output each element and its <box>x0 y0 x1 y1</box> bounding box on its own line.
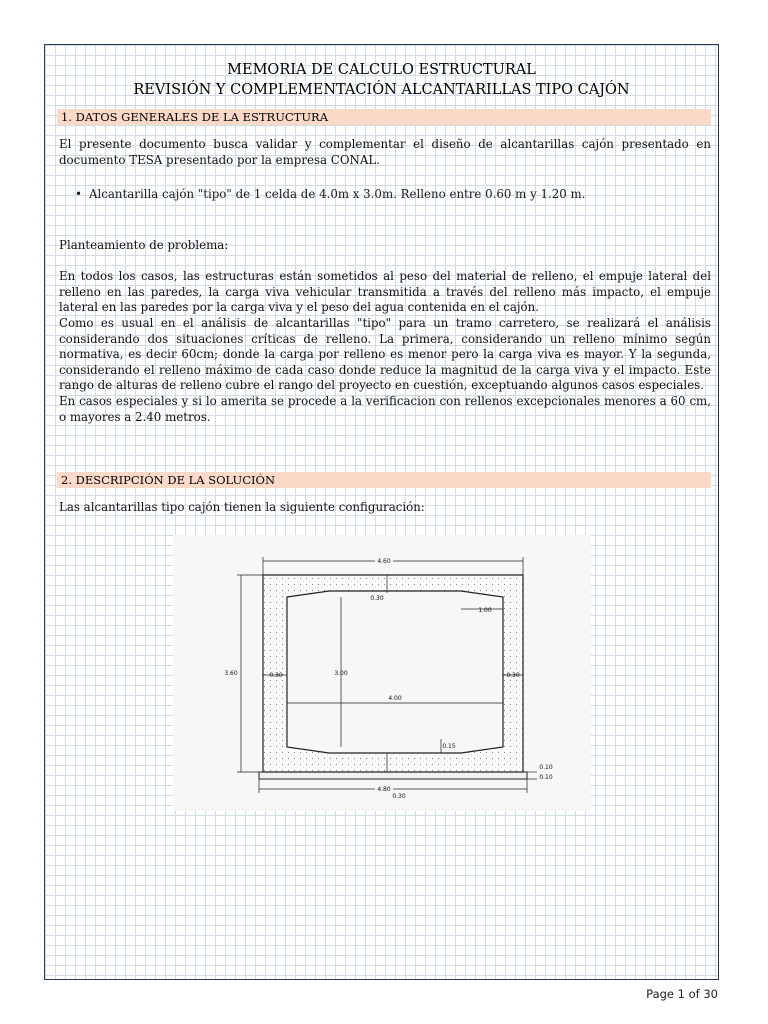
section2-intro: Las alcantarillas tipo cajón tienen la siguiente configuración: <box>59 500 425 514</box>
dim-total-height: 3.60 <box>224 670 238 677</box>
bullet-dot: • <box>75 187 82 201</box>
document-page <box>44 44 719 980</box>
dim-haunch-height: 0.15 <box>442 743 456 750</box>
dim-inner-height: 3.00 <box>334 670 348 677</box>
dim-base-1: 0.10 <box>539 764 553 771</box>
dim-bottom-slab: 0.30 <box>392 793 406 800</box>
base-lean-concrete <box>259 772 527 779</box>
bullet-text: Alcantarilla cajón "tipo" de 1 celda de 4.0m x 3.0m. Relleno entre 0.60 m y 1.20 m. <box>89 187 586 201</box>
problem-paragraph-2: Como es usual en el análisis de alcantarillas "tipo" para un tramo carretero, se realizará el análisis considerando dos situaciones críticas de relleno. La primera, considerando un relleno mínimo según normativa, es decir 60cm; donde la carga por relleno es menor pero la carga viva es mayor. Y la segunda, considerando el relleno máximo de cada caso donde reduce la magnitud de la carga viva y el impacto. Este rango de alturas de relleno cubre el rango del proyecto en cuestión, exceptuando algunos casos especiales. <box>59 316 711 393</box>
culvert-cross-section-figure <box>173 535 591 811</box>
dim-left-wall: 0.30 <box>269 672 283 679</box>
document-title-line1: MEMORIA DE CALCULO ESTRUCTURAL <box>227 62 536 78</box>
bullet-item <box>75 187 585 203</box>
culvert-concrete-section <box>263 575 523 772</box>
dim-top-slab: 0.30 <box>370 595 384 602</box>
dim-base-2: 0.10 <box>539 774 553 781</box>
page-number: Page 1 of 30 <box>646 987 718 1001</box>
dim-right-wall: 0.30 <box>506 672 520 679</box>
dim-top-width: 4.60 <box>377 558 391 565</box>
document-title-line2: REVISIÓN Y COMPLEMENTACIÓN ALCANTARILLAS TIPO CAJÓN <box>133 82 630 98</box>
problem-paragraph-3: En casos especiales y si lo amerita se procede a la verificacion con rellenos excepcionales menores a 60 cm, o mayores a 2.40 metros. <box>59 394 711 424</box>
problem-title: Planteamiento de problema: <box>59 238 229 252</box>
section-heading-descripcion: 2. DESCRIPCIÓN DE LA SOLUCIÓN <box>57 472 711 488</box>
dim-bottom-width: 4.80 <box>377 786 391 793</box>
problem-paragraph-1: En todos los casos, las estructuras están sometidos al peso del material de relleno, el empuje lateral del relleno en las paredes, la carga viva vehicular transmitida a través del relleno más impacto, el empuje lateral en las paredes por la carga viva y el peso del agua contenida en el cajón. <box>59 269 711 315</box>
dim-haunch-length: 1.00 <box>478 607 492 614</box>
dim-inner-width: 4.00 <box>388 695 402 702</box>
section-heading-datos-generales: 1. DATOS GENERALES DE LA ESTRUCTURA <box>57 109 711 125</box>
culvert-drawing <box>173 535 591 811</box>
intro-paragraph: El presente documento busca validar y complementar el diseño de alcantarillas cajón presentado en documento TESA presentado por la empresa CONAL. <box>59 137 711 167</box>
